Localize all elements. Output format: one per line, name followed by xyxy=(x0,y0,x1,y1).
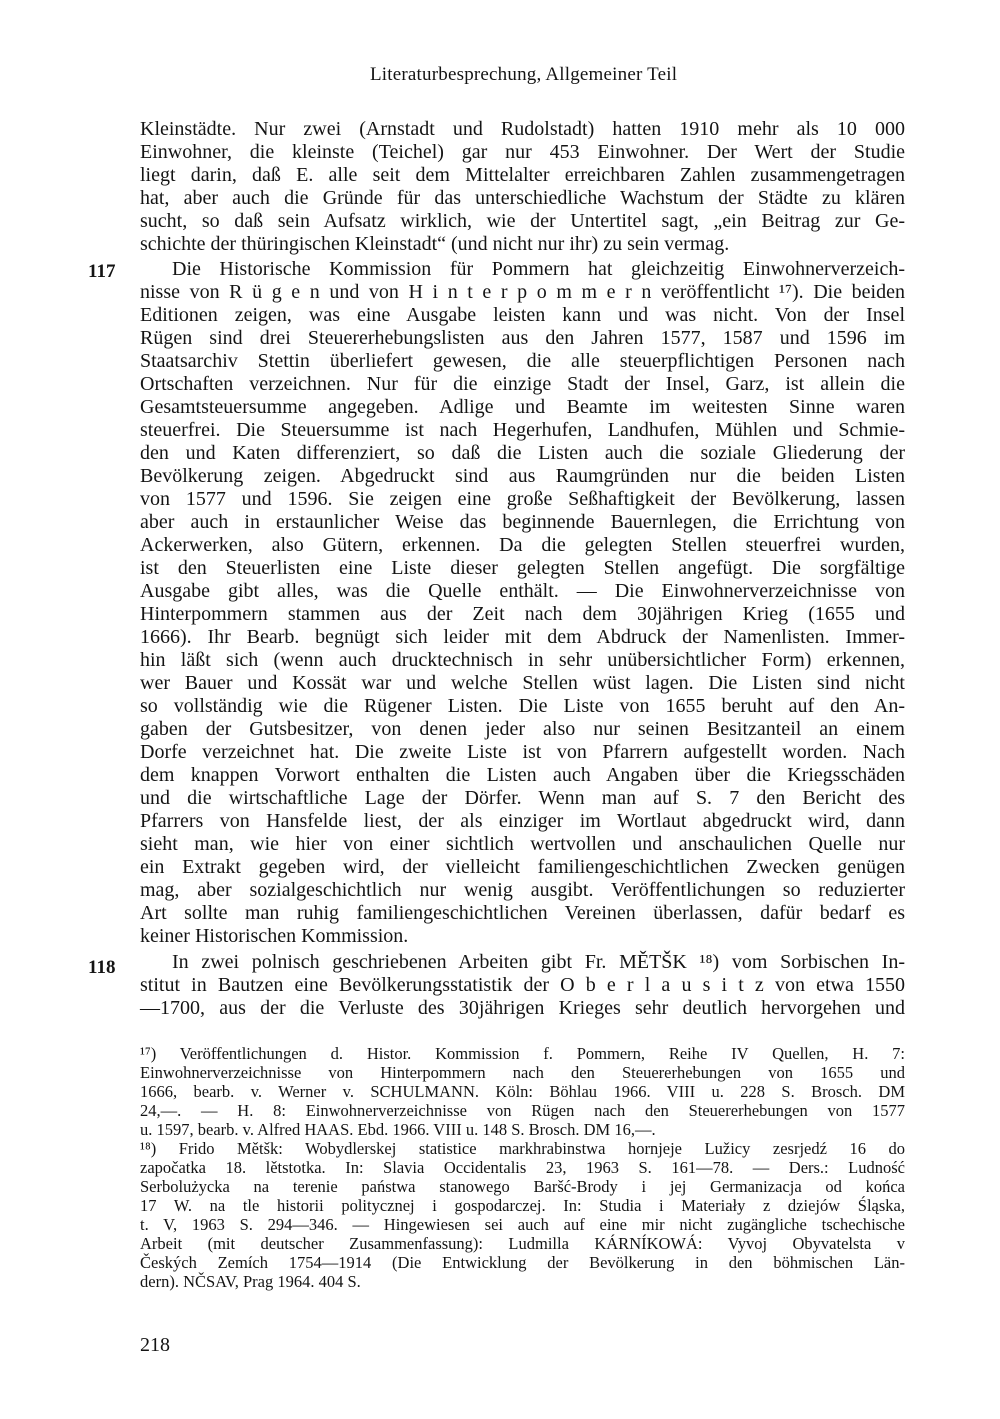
body-line: Kleinstädte. Nur zwei (Arnstadt und Rudolstadt) hatten 1910 mehr als 10 000 xyxy=(140,118,905,140)
body-line: Pfarrers von Hansfelde liest, der als einziger im Wortlaut abgedruckt wird, dann xyxy=(140,810,905,832)
body-line: Staatsarchiv Stettin überliefert gewesen, die alle steuerpflichtigen Personen nach xyxy=(140,350,905,372)
body-line: Ackerwerken, also Gütern, erkennen. Da die gelegten Stellen steuerfrei wurden, xyxy=(140,534,905,556)
body-line: 1666). Ihr Bearb. begnügt sich leider mit dem Abdruck der Namenlisten. Immer- xyxy=(140,626,905,648)
body-line: Art sollte man ruhig familiengeschichtlichen Vereinen überlassen, dafür bedarf es xyxy=(140,902,905,924)
footnote-line: Arbeit (mit deutscher Zusammenfassung): Ludmilla KÁRNÍKOWÁ: Vyvoj Obyvatelsta v xyxy=(140,1234,905,1253)
body-line: In zwei polnisch geschriebenen Arbeiten gibt Fr. MĚTŠK ¹⁸) vom Sorbischen In- xyxy=(172,951,905,973)
body-line: Einwohner, die kleinste (Teichel) gar nur 453 Einwohner. Der Wert der Studie xyxy=(140,141,905,163)
body-line: Ausgabe gibt alles, was die Quelle enthält. — Die Einwohnerverzeichnisse von xyxy=(140,580,905,602)
footnote-line: t. V, 1963 S. 294—346. — Hingewiesen sei auch auf eine mir nicht zugängliche tschechische xyxy=(140,1215,905,1234)
body-line: von 1577 und 1596. Sie zeigen eine große Seßhaftigkeit der Bevölkerung, lassen xyxy=(140,488,905,510)
footnote-line: Českých Zemích 1754—1914 (Die Entwicklung der Bevölkerung in den böhmischen Län- xyxy=(140,1253,905,1272)
body-line: sieht man, wie hier von einer sichtlich wertvollen und anschaulichen Quelle nur xyxy=(140,833,905,855)
body-line: Dorfe verzeichnet hat. Die zweite Liste ist von Pfarrern aufgestellt worden. Nach xyxy=(140,741,905,763)
footnote-line: Serbolużycka na terenie państwa stanowego Baršć-Brody i jej Germanizacja od końca xyxy=(140,1177,905,1196)
footnote-line: 1666, bearb. v. Werner v. SCHULMANN. Köln: Böhlau 1966. VIII u. 228 S. Brosch. DM xyxy=(140,1082,905,1101)
body-line: ein Extrakt gegeben wird, der vielleicht familiengeschichtlichen Zwecken genügen xyxy=(140,856,905,878)
footnote-line: dern). NČSAV, Prag 1964. 404 S. xyxy=(140,1272,361,1291)
body-line: Bevölkerung zeigen. Abgedruckt sind aus Raumgründen nur die beiden Listen xyxy=(140,465,905,487)
margin-number-118: 118 xyxy=(88,957,116,978)
body-line: steuerfrei. Die Steuersumme ist nach Hegerhufen, Landhufen, Mühlen und Schmie- xyxy=(140,419,905,441)
body-line: Rügen sind drei Steuererhebungslisten aus den Jahren 1577, 1587 und 1596 im xyxy=(140,327,905,349)
body-line: Die Historische Kommission für Pommern hat gleichzeitig Einwohnerverzeich- xyxy=(172,258,905,280)
body-line: hin läßt sich (wenn auch drucktechnisch in sehr unübersichtlicher Form) erkennen, xyxy=(140,649,905,671)
body-line: hat, aber auch die Gründe für das unterschiedliche Wachstum der Städte zu klären xyxy=(140,187,905,209)
footnote-line: Einwohnerverzeichnisse von Hinterpommern nach den Steuererhebungen von 1655 und xyxy=(140,1063,905,1082)
footnote-line: ¹⁸) Frido Mětšk: Wobydlerskej statistice markhrabinstwa hornjeje Lužicy zesrjedź 16 do xyxy=(140,1139,905,1158)
body-line: aber auch in erstaunlicher Weise das beginnende Bauernlegen, die Errichtung von xyxy=(140,511,905,533)
body-line: sucht, so daß sein Aufsatz wirklich, wie der Untertitel sagt, „ein Beitrag zur Ge- xyxy=(140,210,905,232)
body-line: Ortschaften verzeichnen. Nur für die einzige Stadt der Insel, Garz, ist allein die xyxy=(140,373,905,395)
body-line: schichte der thüringischen Kleinstadt“ (und nicht nur ihr) zu sein vermag. xyxy=(140,233,730,255)
body-line: ist den Steuerlisten eine Liste dieser gelegten Stellen angefügt. Die sorgfältige xyxy=(140,557,905,579)
footnote-line: 17 W. na tle historii politycznej i gospodarczej. In: Studia i Materiały z dziejów Śląska, xyxy=(140,1196,905,1215)
body-line: —1700, aus der die Verluste des 30jährigen Krieges sehr deutlich hervorgehen und xyxy=(140,997,905,1019)
body-line: nisse von R ü g e n und von H i n t e r p o m m e r n veröffentlicht ¹⁷). Die beiden xyxy=(140,281,905,303)
footnote-line: ¹⁷) Veröffentlichungen d. Histor. Kommission f. Pommern, Reihe IV Quellen, H. 7: xyxy=(140,1044,905,1063)
running-head: Literaturbesprechung, Allgemeiner Teil xyxy=(370,64,678,85)
body-line: so vollständig wie die Rügener Listen. Die Liste von 1655 beruht auf den An- xyxy=(140,695,905,717)
footnote-line: 24,—. — H. 8: Einwohnerverzeichnisse von Rügen nach den Steuererhebungen von 1577 xyxy=(140,1101,905,1120)
body-line: Editionen zeigen, was eine Ausgabe leisten kann und was nicht. Von der Insel xyxy=(140,304,905,326)
body-line: wer Bauer und Kossät war und welche Stellen wüst lagen. Die Listen sind nicht xyxy=(140,672,905,694)
body-line: liegt darin, daß E. alle seit dem Mittelalter erreichbaren Zahlen zusammengetragen xyxy=(140,164,905,186)
body-line: und die wirtschaftliche Lage der Dörfer. Wenn man auf S. 7 den Bericht des xyxy=(140,787,905,809)
body-line: Gesamtsteuersumme angegeben. Adlige und Beamte im weitesten Sinne waren xyxy=(140,396,905,418)
body-line: Hinterpommern stammen aus der Zeit nach dem 30jährigen Krieg (1655 und xyxy=(140,603,905,625)
body-line: mag, aber sozialgeschichtlich nur wenig ausgibt. Veröffentlichungen so reduzierter xyxy=(140,879,905,901)
body-line: den und Katen differenziert, so daß die Listen auch die soziale Gliederung der xyxy=(140,442,905,464)
margin-number-117: 117 xyxy=(88,261,116,282)
footnote-line: u. 1597, bearb. v. Alfred HAAS. Ebd. 1966. VIII u. 148 S. Brosch. DM 16,—. xyxy=(140,1120,656,1139)
body-line: dem knappen Vorwort enthalten die Listen auch Angaben über die Kriegsschäden xyxy=(140,764,905,786)
body-line: keiner Historischen Kommission. xyxy=(140,925,409,947)
footnote-line: započatka 18. lětstotka. In: Slavia Occidentalis 23, 1963 S. 161—78. — Ders.: Ludność xyxy=(140,1158,905,1177)
body-line: gaben der Gutsbesitzer, von denen jeder also nur seinen Besitzanteil an einem xyxy=(140,718,905,740)
page-number: 218 xyxy=(140,1334,170,1356)
body-line: stitut in Bautzen eine Bevölkerungsstatistik der O b e r l a u s i t z von etwa 1550 xyxy=(140,974,905,996)
